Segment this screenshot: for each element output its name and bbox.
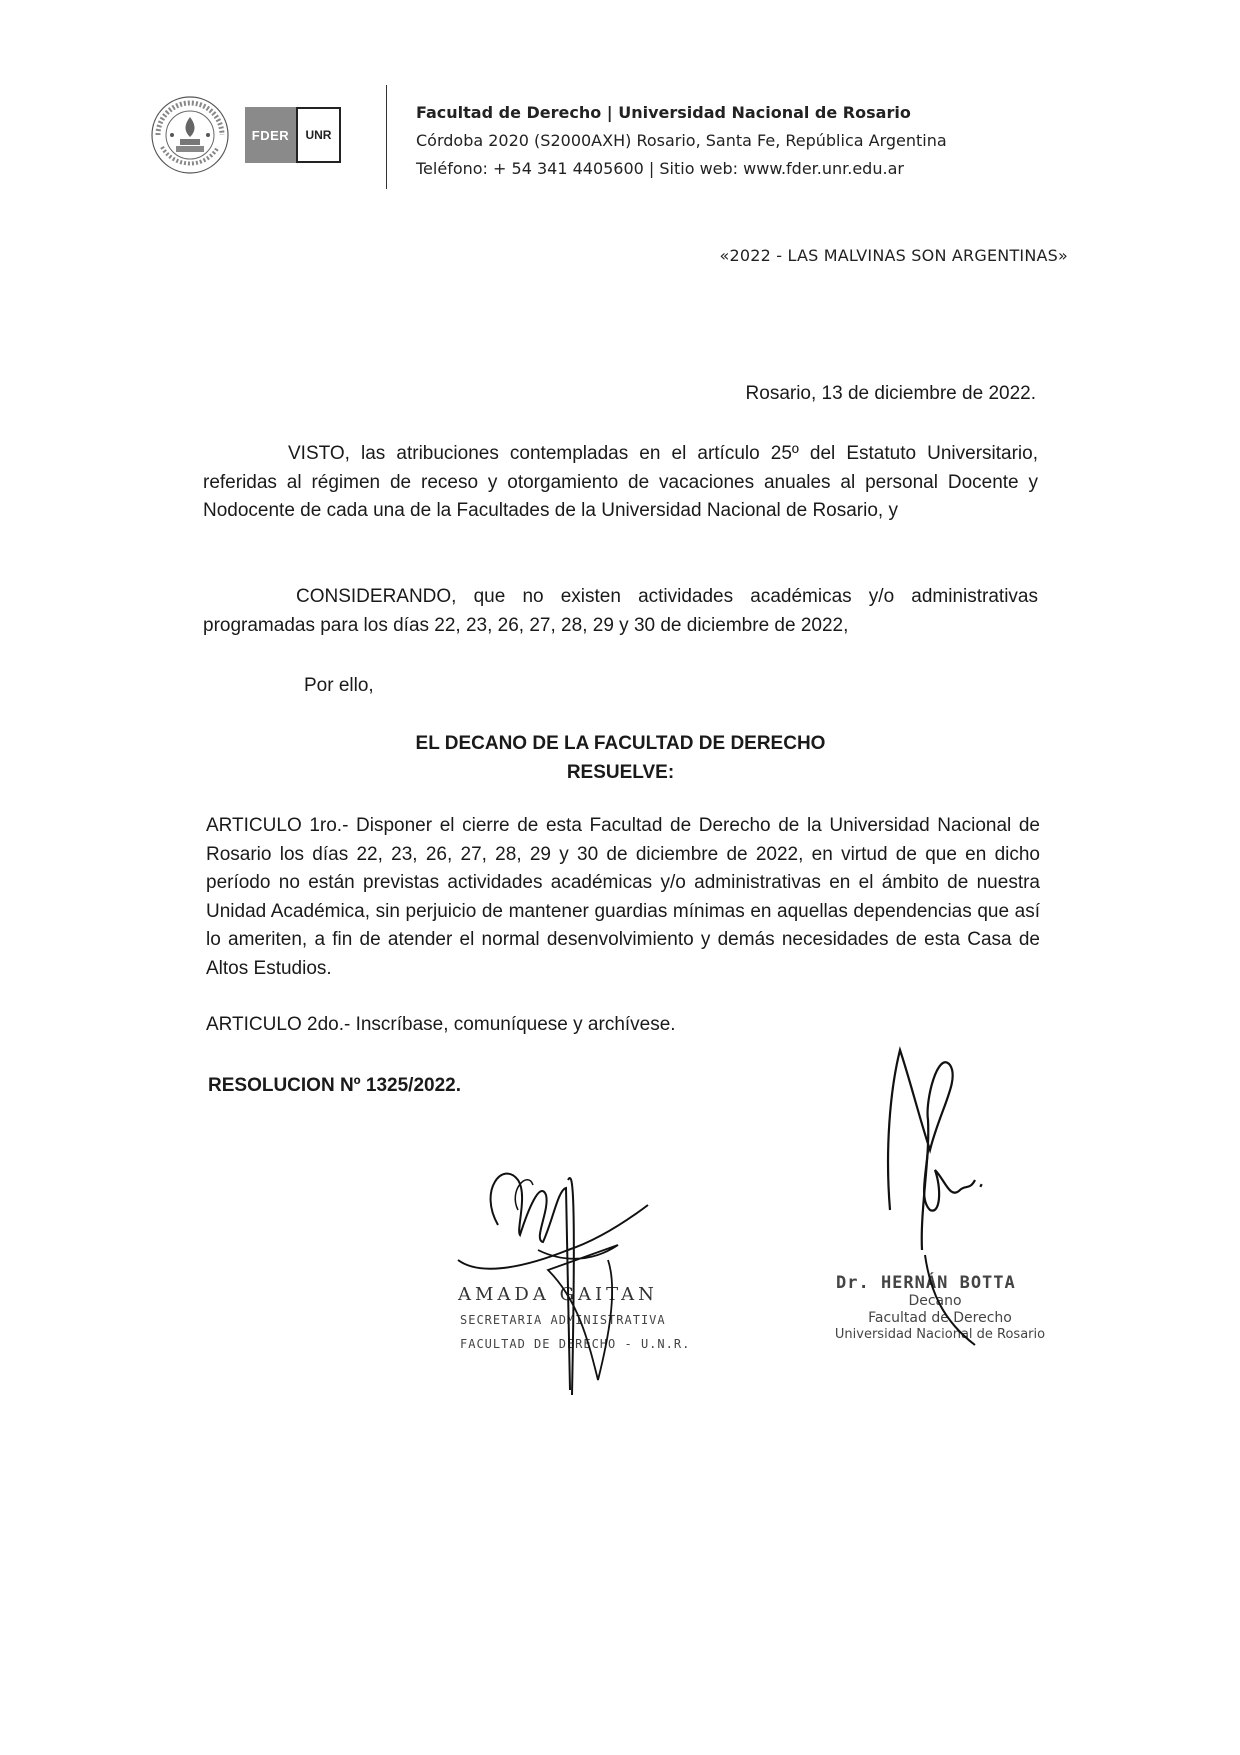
considerando-paragraph: CONSIDERANDO, que no existen actividades académicas y/o administrativas programadas para los días 22, 23, 26, 27, 28, 29 y 30 de diciembre de 2022, <box>203 586 1038 636</box>
dean-faculty-stamp: Facultad de Derecho <box>868 1310 1012 1326</box>
organization-name: Facultad de Derecho | Universidad Nacional de Rosario <box>416 103 911 122</box>
resolve-heading-line2: RESUELVE: <box>566 762 675 783</box>
resolution-number: RESOLUCION Nº 1325/2022. <box>208 1075 461 1096</box>
dean-name-stamp: Dr. HERNÁN BOTTA <box>836 1273 1016 1293</box>
por-ello-text: Por ello, <box>304 675 374 696</box>
dean-university-stamp: Universidad Nacional de Rosario <box>834 1327 1046 1342</box>
visto-paragraph: VISTO, las atribuciones contempladas en el artículo 25º del Estatuto Universitario, referidas al régimen de receso y otorgamiento de vacaciones anuales al personal Docente y Nodocente de cada una de la Facultades de la Universidad Nacional de Rosario, y <box>203 443 1038 521</box>
year-motto: «2022 - LAS MALVINAS SON ARGENTINAS» <box>719 246 1068 265</box>
organization-contact: Teléfono: + 54 341 4405600 | Sitio web: www.fder.unr.edu.ar <box>416 159 904 178</box>
fder-logo-label: FDER <box>245 107 296 163</box>
dean-role-stamp: Decano <box>908 1293 962 1309</box>
articulo-2-paragraph: ARTICULO 2do.- Inscríbase, comuníquese y archívese. <box>206 1014 676 1035</box>
resolve-heading-line1: EL DECANO DE LA FACULTAD DE DERECHO <box>415 733 826 754</box>
secretary-name-stamp: AMADA GAITAN <box>458 1284 658 1305</box>
university-seal-icon <box>150 95 230 175</box>
letterhead <box>150 85 1050 195</box>
signature-block-dean <box>830 1040 1070 1360</box>
unr-logo-label: UNR <box>296 107 341 163</box>
signature-block-secretary <box>458 1150 718 1400</box>
articulo-1-paragraph: ARTICULO 1ro.- Disponer el cierre de esta Facultad de Derecho de la Universidad Nacional de Rosario los días 22, 23, 26, 27, 28, 29 y 30 de diciembre de 2022, en virtud de que en dicho período no están previstas actividades académicas y/o administrativas en el ámbito de nuestra Unidad Académica, sin perjuicio de mantener guardias mínimas en aquellas dependencias que así lo ameriten, a fin de atender el normal desenvolvimiento y demás necesidades de esta Casa de Altos Estudios. <box>206 815 1040 979</box>
organization-address: Córdoba 2020 (S2000AXH) Rosario, Santa Fe, República Argentina <box>416 131 947 150</box>
letterhead-text <box>416 99 947 183</box>
resolve-heading <box>203 729 1038 787</box>
secretary-handwritten-signature <box>458 1150 718 1400</box>
header-divider <box>386 85 387 189</box>
dean-handwritten-signature <box>830 1040 1070 1360</box>
document-date: Rosario, 13 de diciembre de 2022. <box>745 383 1036 404</box>
secretary-institution-stamp: FACULTAD DE DERECHO - U.N.R. <box>460 1337 691 1351</box>
secretary-role-stamp: SECRETARIA ADMINISTRATIVA <box>460 1313 666 1327</box>
fder-unr-logo <box>245 107 341 163</box>
